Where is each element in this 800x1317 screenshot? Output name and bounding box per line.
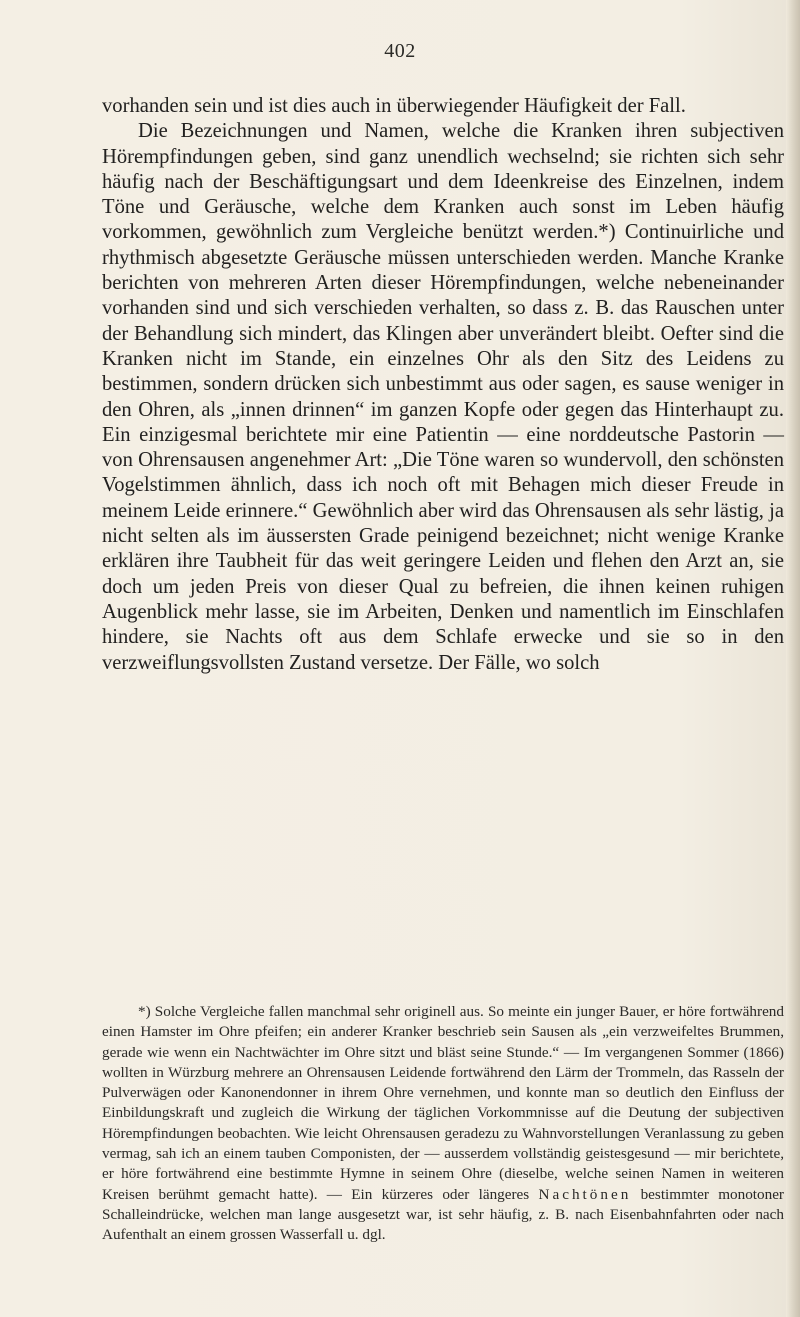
footnote-reference: *) xyxy=(598,221,616,244)
paragraph-1: vorhanden sein und ist dies auch in überwiegender Häufigkeit der Fall. xyxy=(102,95,686,117)
footnote-spaced-word: Nachtönen xyxy=(538,1185,632,1203)
paragraph-2-part-1: Die Bezeichnungen und Namen, welche die Kranken ihren subjectiven Hörempfindungen geben, sind ganz unendlich wechselnd; sie richten sich sehr häufig nach der Beschäftigungsart und dem Ideenkreise des Einzelnen, indem Töne und Geräusche, welche dem Kranken auch sonst im Leben häufig vorkommen, gewöhnlich zum Vergleiche benützt werden. xyxy=(102,120,784,244)
footnote-marker: *) xyxy=(138,1003,151,1020)
footnote-text-part-2: bestimmter monotoner Schalleindrücke, welchen man lange ausgesetzt war, ist sehr häufig, z. B. nach Eisenbahnfahrten oder nach Aufenthalt an einem grossen Wasserfall u. dgl. xyxy=(102,1185,784,1244)
page-edge-shadow xyxy=(786,0,800,1317)
footnote-text-part-1: Solche Vergleiche fallen manchmal sehr originell aus. So meinte ein junger Bauer, er höre fortwährend einen Hamster im Ohre pfeifen; ein anderer Kranker beschrieb sein Sausen als „ein verzweifeltes Brummen, gerade wie wenn ein Nachtwächter im Ohre sitzt und bläst seine Stunde.“ — Im vergangenen Sommer (1866) wollten in Würzburg mehrere an Ohrensausen Leidende fortwährend den Lärm der Trommeln, das Rasseln der Pulverwägen oder Kanonendonner in ihrem Ohre vernehmen, und konnte man so deutlich den Einfluss der Einbildungskraft und zugleich die Wirkung der täglichen Vorkommnisse auf die Deutung der subjectiven Hörempfindungen beobachten. Wie leicht Ohrensausen geradezu zu Wahnvorstellungen Veranlassung zu geben vermag, sah ich an einem tauben Componisten, der — ausserdem vollständig geistesgesund — mir berichtete, er höre fortwährend eine bestimmte Hymne in seinem Ohre (dieselbe, welche seinen Namen in weiteren Kreisen berühmt gemacht hatte). — Ein kürzeres oder längeres xyxy=(102,1003,784,1203)
footnote xyxy=(102,1002,784,1246)
paragraph-2-part-2: Continuirliche und rhythmisch abgesetzte Geräusche müssen unterschieden werden. Manche Kranke berichten von mehreren Arten dieser Hörempfindungen, welche nebeneinander vorhanden sind und sich verschieden verhalten, so dass z. B. das Rauschen unter der Behandlung sich mindert, das Klingen aber unverändert bleibt. Oefter sind die Kranken nicht im Stande, ein einzelnes Ohr als den Sitz des Leidens zu bestimmen, sondern drücken sich unbestimmt aus oder sagen, es sause weniger in den Ohren, als „innen drinnen“ im ganzen Kopfe oder gegen das Hinterhaupt zu. Ein einzigesmal berichtete mir eine Patientin — eine norddeutsche Pastorin — von Ohrensausen angenehmer Art: „Die Töne waren so wundervoll, den schönsten Vogelstimmen ähnlich, dass ich noch oft mit Behagen mich dieser Freude in meinem Leide erinnere.“ Gewöhnlich aber wird das Ohrensausen als sehr lästig, ja nicht selten als im äussersten Grade peinigend bezeichnet; nicht wenige Kranke erklären ihre Taubheit für das weit geringere Leiden und flehen den Arzt an, sie doch um jeden Preis von dieser Qual zu befreien, die ihnen keinen ruhigen Augenblick mehr lasse, sie im Arbeiten, Denken und namentlich im Einschlafen hindere, sie Nachts oft aus dem Schlafe erwecke und sie so in den verzweiflungsvollsten Zustand versetze. Der Fälle, wo solch xyxy=(102,221,785,674)
page-number: 402 xyxy=(384,40,416,62)
main-text xyxy=(102,94,784,676)
paragraph-2 xyxy=(102,119,784,676)
